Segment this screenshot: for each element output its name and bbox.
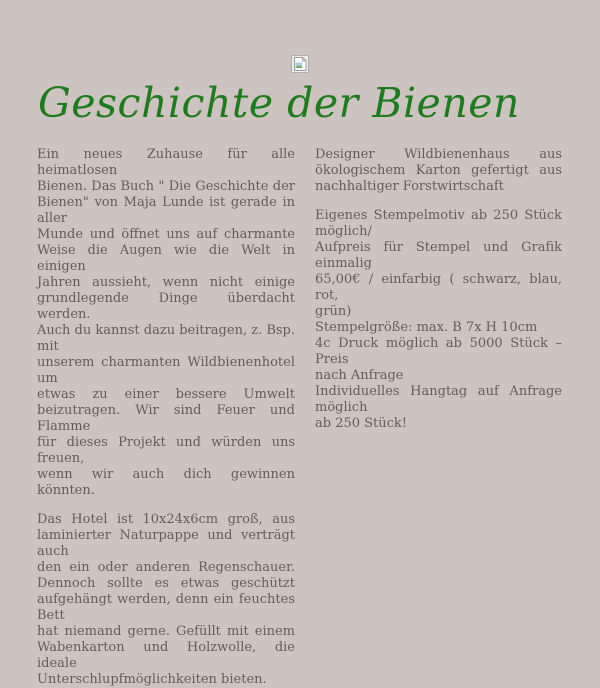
text-line: Bienen" von Maja Lunde ist gerade in aller: [37, 194, 295, 226]
text-line: Stempelgröße: max. B 7x H 10cm: [315, 319, 538, 335]
text-line: unserem charmanten Wildbienenhotel um: [37, 354, 295, 386]
text-line: grün): [315, 303, 352, 319]
text-line: nachhaltiger Forstwirtschaft: [315, 178, 504, 194]
text-line: laminierter Naturpappe und verträgt auch: [37, 527, 295, 559]
text-line: grundlegende Dinge überdacht werden.: [37, 290, 295, 322]
text-line: für dieses Projekt und würden uns freuen,: [37, 434, 295, 466]
text-line: nach Anfrage: [315, 367, 404, 383]
left-text-column: [37, 147, 295, 688]
broken-image-icon: [291, 55, 309, 73]
text-line: Ein neues Zuhause für alle heimatlosen: [37, 146, 295, 178]
text-line: etwas zu einer bessere Umwelt: [37, 386, 295, 402]
text-line: Eigenes Stempelmotiv ab 250 Stück: [315, 207, 562, 223]
text-line: Das Hotel ist 10x24x6cm groß, aus: [37, 511, 295, 527]
text-line: Designer Wildbienenhaus aus: [315, 146, 562, 162]
missing-image-row: [0, 0, 600, 73]
paragraph: [37, 512, 295, 688]
text-line: beizutragen. Wir sind Feuer und Flamme: [37, 402, 295, 434]
text-line: Dennoch sollte es etwas geschützt: [37, 575, 295, 591]
two-column-layout: [0, 147, 600, 688]
text-line: 65,00€ / einfarbig ( schwarz, blau, rot,: [315, 271, 562, 303]
paragraph: [315, 208, 562, 432]
text-line: möglich/: [315, 223, 372, 239]
text-line: Aufpreis für Stempel und Grafik einmalig: [315, 239, 562, 271]
text-line: aufgehängt werden, denn ein feuchtes Bett: [37, 591, 295, 623]
text-line: den ein oder anderen Regenschauer.: [37, 559, 295, 575]
paragraph: [315, 147, 562, 195]
right-text-column: [315, 147, 562, 688]
text-line: Munde und öffnet uns auf charmante: [37, 226, 295, 242]
text-line: Wabenkarton und Holzwolle, die ideale: [37, 639, 295, 671]
paragraph: [37, 147, 295, 499]
text-line: Unterschlupfmöglichkeiten bieten.: [37, 671, 267, 687]
text-line: wenn wir auch dich gewinnen könnten.: [37, 466, 295, 498]
text-line: Jahren aussieht, wenn nicht einige: [37, 274, 295, 290]
text-line: hat niemand gerne. Gefüllt mit einem: [37, 623, 295, 639]
text-line: Bienen. Das Buch " Die Geschichte der: [37, 178, 295, 194]
text-line: Weise die Augen wie die Welt in einigen: [37, 242, 295, 274]
text-line: ökologischem Karton gefertigt aus: [315, 162, 562, 178]
page-title: Geschichte der Bienen: [38, 79, 520, 127]
text-line: Auch du kannst dazu beitragen, z. Bsp. mit: [37, 322, 296, 354]
text-line: 4c Druck möglich ab 5000 Stück – Preis: [315, 335, 562, 367]
text-line: ab 250 Stück!: [315, 415, 408, 431]
text-line: Individuelles Hangtag auf Anfrage möglich: [315, 383, 562, 415]
